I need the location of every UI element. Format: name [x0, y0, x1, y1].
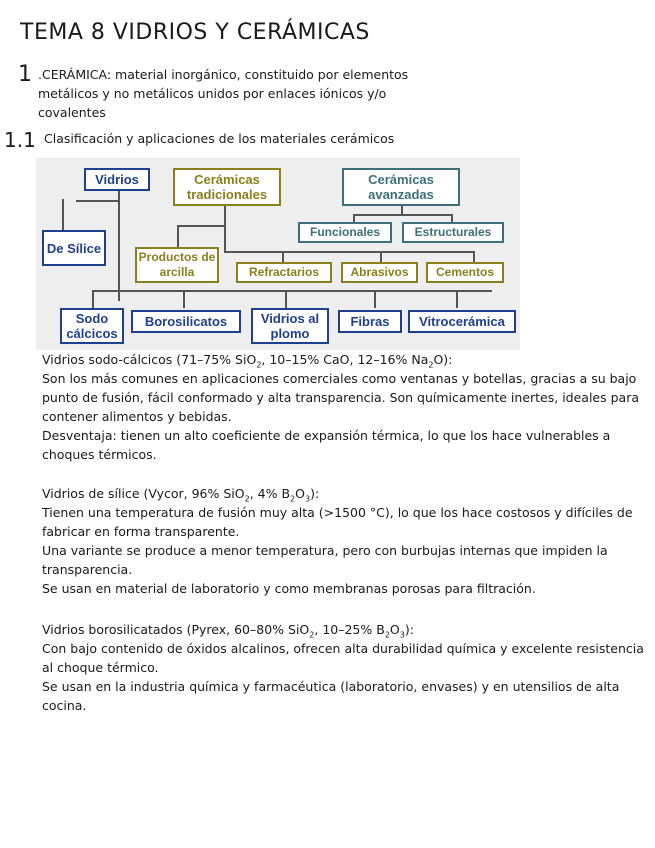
- node-fibras: Fibras: [338, 310, 402, 333]
- silice-variant: Una variante se produce a menor temperatura, pero con burbujas internas que impiden la transparencia.: [42, 543, 608, 577]
- page-title: TEMA 8 VIDRIOS Y CERÁMICAS: [20, 20, 370, 45]
- section-1-1-number: 1.1: [4, 128, 36, 152]
- silice-section: [42, 484, 647, 598]
- node-abrasivos: Abrasivos: [341, 262, 418, 283]
- borosilicatos-description: Con bajo contenido de óxidos alcalinos, ofrecen alta durabilidad química y excelente resistencia al choque térmico.: [42, 641, 644, 675]
- node-ceramicas-avanzadas: Cerámicas avanzadas: [342, 168, 460, 206]
- silice-uses: Se usan en material de laboratorio y como membranas porosas para filtración.: [42, 581, 536, 596]
- borosilicatos-uses: Se usan en la industria química y farmacéutica (laboratorio, envases) y en utensilios de alta cocina.: [42, 679, 620, 713]
- node-estructurales: Estructurales: [402, 222, 504, 243]
- node-vitroceramica: Vitrocerámica: [408, 310, 516, 333]
- node-ceramicas-tradicionales: Cerámicas tradicionales: [173, 168, 281, 206]
- node-vidrios: Vidrios: [84, 168, 150, 191]
- classification-diagram: [36, 158, 520, 350]
- silice-heading: Vidrios de sílice (Vycor, 96% SiO$_2$, 4% $B_2O_3$):: [42, 486, 320, 504]
- node-borosilicatos: Borosilicatos: [131, 310, 241, 333]
- node-funcionales: Funcionales: [298, 222, 392, 243]
- node-refractarios: Refractarios: [236, 262, 332, 283]
- node-de-silice: De Sílice: [42, 230, 106, 266]
- sodo-calcicos-section: [42, 350, 647, 464]
- sodo-calcicos-description: Son los más comunes en aplicaciones comerciales como ventanas y botellas, gracias a su bajo punto de fusión, fácil conformado y alta transparencia. Son químicamente inertes, ideales para contener alimentos y bebidas.: [42, 371, 639, 424]
- section-1-number: 1: [18, 62, 32, 87]
- sodo-calcicos-heading: Vidrios sodo-cálcicos (71–75% SiO$_2$, 10–15% CaO, 12–16% $Na_2O$):: [42, 352, 453, 370]
- node-sodo-calcicos: Sodo cálcicos: [60, 308, 124, 344]
- section-1-1-heading: Clasificación y aplicaciones de los materiales cerámicos: [44, 131, 395, 146]
- node-vidrios-plomo: Vidrios al plomo: [251, 308, 329, 344]
- section-1-definition: .CERÁMICA: material inorgánico, constituido por elementos metálicos y no metálicos unidos por enlaces iónicos y/o covalentes: [38, 67, 409, 120]
- sodo-calcicos-disadvantage: Desventaja: tienen un alto coeficiente de expansión térmica, lo que los hace vulnerables a choques térmicos.: [42, 428, 611, 462]
- borosilicatos-heading: Vidrios borosilicatados (Pyrex, 60–80% SiO$_2$, 10–25% $B_2O_3$):: [42, 622, 414, 640]
- node-productos-arcilla: Productos de arcilla: [135, 247, 219, 283]
- node-cementos: Cementos: [426, 262, 504, 283]
- silice-description: Tienen una temperatura de fusión muy alta (>1500 °C), lo que los hace costosos y difíciles de fabricar en forma transparente.: [42, 505, 633, 539]
- borosilicatos-section: [42, 620, 647, 715]
